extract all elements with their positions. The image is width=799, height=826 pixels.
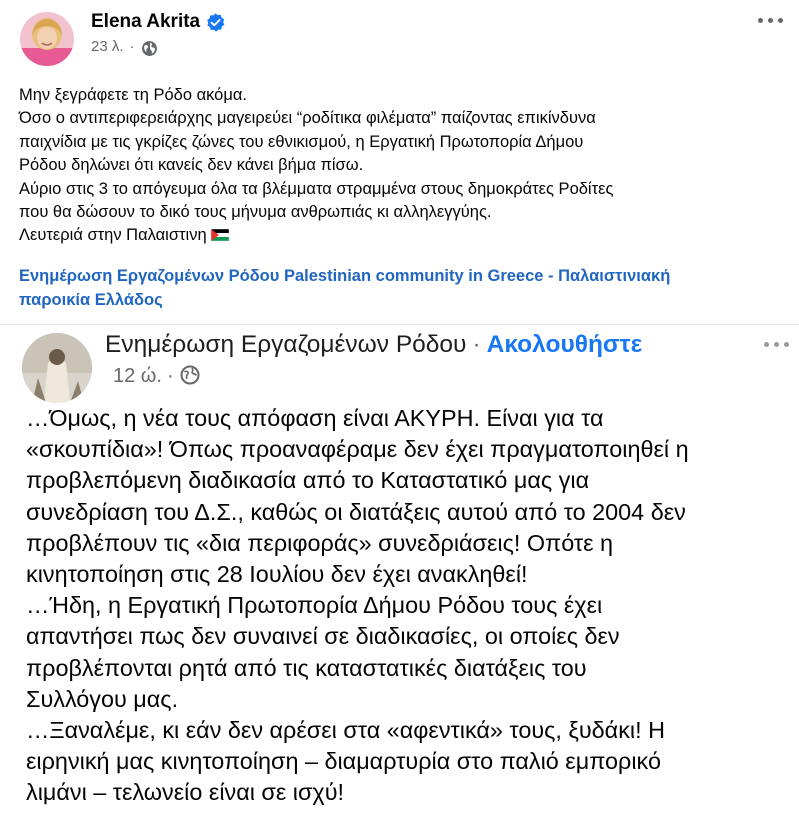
shared-line: απαντήσει πως δεν συναινεί σε διαδικασίες, οι οποίες δεν bbox=[26, 623, 620, 650]
post-line: παιχνίδια με τις γκρίζες ζώνες του εθνικισμού, η Εργατική Πρωτοπορία Δήμου bbox=[19, 132, 584, 151]
post-text bbox=[19, 84, 789, 248]
shared-post-time[interactable]: 12 ώ. bbox=[113, 365, 162, 387]
tagged-pages bbox=[19, 264, 789, 312]
shared-line: συνεδρίαση του Δ.Σ., καθώς οι διατάξεις αυτού από το 2004 δεν bbox=[26, 498, 686, 525]
shared-line: …Ήδη, η Εργατική Πρωτοπορία Δήμου Ρόδου τους έχει bbox=[26, 592, 603, 619]
shared-line: «σκουπίδια»! Όπως προαναφέραμε δεν έχει πραγματοποιηθεί η bbox=[26, 436, 689, 463]
post-header bbox=[0, 0, 799, 72]
shared-line: Συλλόγου μας. bbox=[26, 685, 179, 712]
shared-line: …Όμως, η νέα τους απόφαση είναι ΑΚΥΡΗ. Είναι για τα bbox=[26, 405, 604, 431]
post-time[interactable]: 23 λ. bbox=[91, 38, 124, 55]
shared-line: κινητοποίηση στις 28 Ιουλίου δεν έχει ανακληθεί! bbox=[26, 561, 528, 588]
shared-post-meta: 12 ώ. · bbox=[113, 365, 174, 387]
shared-post-image bbox=[0, 324, 799, 826]
tag-links-line-2[interactable]: παροικία Ελλάδος bbox=[19, 291, 163, 309]
globe-icon bbox=[180, 365, 200, 385]
shared-post-title bbox=[105, 331, 642, 359]
shared-line: λιμάνι – τελωνείο είναι σε ισχύ! bbox=[26, 779, 344, 806]
shared-line: …Ξαναλέμε, κι εάν δεν αρέσει στα «αφεντικά» τους, ξυδάκι! Η bbox=[26, 717, 665, 744]
palestine-flag-icon bbox=[211, 229, 229, 241]
more-options-icon[interactable] bbox=[754, 14, 786, 26]
post-line: Μην ξεγράφετε τη Ρόδο ακόμα. bbox=[19, 86, 247, 104]
shared-post-text bbox=[26, 403, 796, 809]
page-name[interactable]: Ενημέρωση Εργαζομένων Ρόδου bbox=[105, 331, 467, 358]
post-line-text: Λευτεριά στην Παλαιστινη bbox=[19, 226, 207, 245]
author-avatar[interactable] bbox=[20, 12, 74, 66]
post-meta: 23 λ. · bbox=[91, 38, 135, 55]
post-line bbox=[19, 224, 789, 247]
shared-line: προβλέπουν τις «δια περιφοράς» συνεδριάσεις! Οπότε η bbox=[26, 529, 614, 556]
follow-button[interactable]: Ακολουθήστε bbox=[486, 331, 643, 358]
title-separator: · bbox=[472, 331, 481, 358]
post-line: Ρόδου δηλώνει ότι κανείς δεν κάνει βήμα πίσω. bbox=[19, 156, 364, 175]
shared-line: προβλεπόμενη διαδικασία από το Καταστατικό μας για bbox=[26, 467, 590, 494]
shared-line: ειρηνική μας κινητοποίηση – διαμαρτυρία στο παλιό εμπορικό bbox=[26, 748, 661, 775]
post-line: Αύριο στις 3 το απόγευμα όλα τα βλέμματα στραμμένα στους δημοκράτες Ροδίτες bbox=[19, 179, 614, 198]
post-line: Όσο ο αντιπεριφερειάρχης μαγειρεύει “ροδίτικα φιλέματα” παίζοντας επικίνδυνα bbox=[19, 109, 596, 128]
author-name[interactable]: Elena Akrita bbox=[91, 11, 201, 32]
verified-badge-icon bbox=[205, 12, 226, 33]
more-options-icon[interactable] bbox=[758, 339, 794, 349]
shared-line: προβλέπονται ρητά από τις καταστατικές διατάξεις του bbox=[26, 654, 587, 681]
globe-icon bbox=[141, 40, 158, 57]
page-avatar[interactable] bbox=[22, 333, 92, 403]
post-line: που θα δώσουν το δικό τους μήνυμα ανθρωπιάς κι αλληλεγγύης. bbox=[19, 203, 492, 222]
tag-links-line-1[interactable]: Ενημέρωση Εργαζομένων Ρόδου Palestinian community in Greece - Παλαιστινιακή bbox=[19, 267, 671, 285]
